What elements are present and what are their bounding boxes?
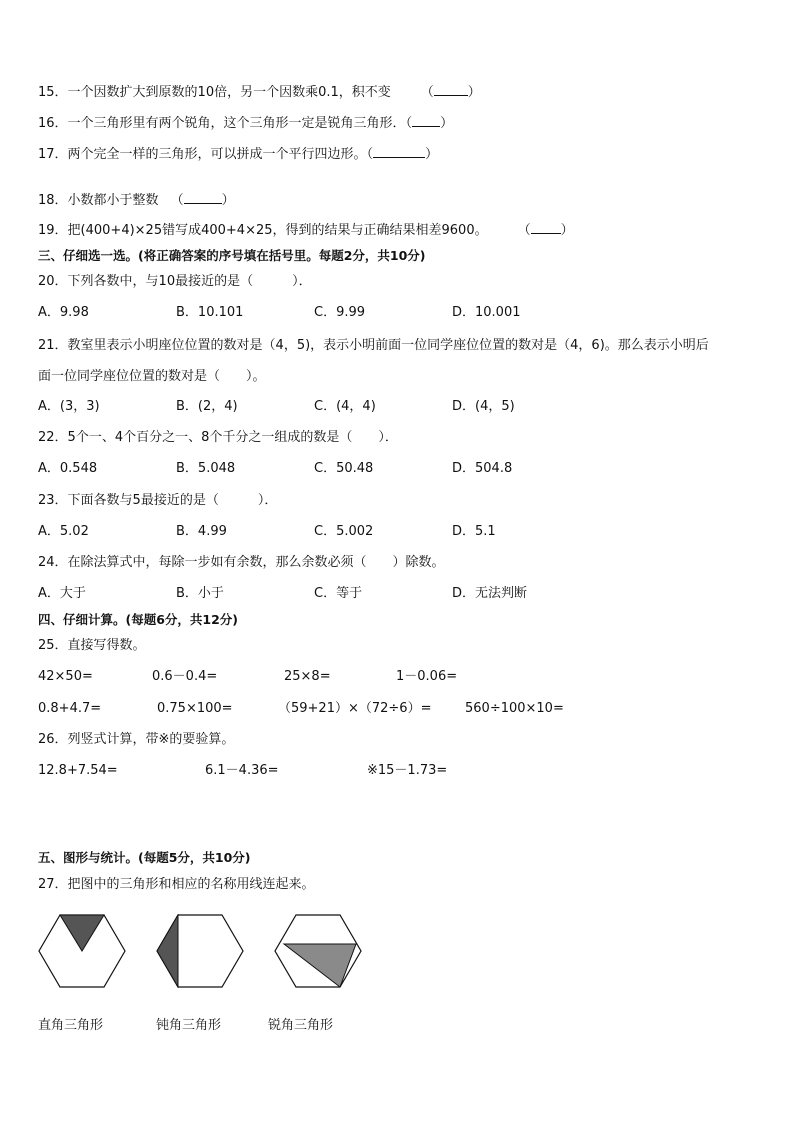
name-right-triangle[interactable]: 直角三角形 xyxy=(38,1018,104,1033)
option-d[interactable]: D．504.8 xyxy=(452,461,513,476)
option-a[interactable]: A．0.548 xyxy=(38,461,98,476)
question-23: 23．下面各数与5最接近的是（ ）． xyxy=(38,493,278,508)
name-obtuse-triangle[interactable]: 钝角三角形 xyxy=(156,1018,222,1033)
option-b[interactable]: B．(2，4) xyxy=(176,399,238,414)
question-26: 26．列竖式计算，带※的要验算。 xyxy=(38,732,235,747)
section-3-title: 三、仔细选一选。(将正确答案的序号填在括号里。每题2分，共10分) xyxy=(38,248,426,263)
option-c[interactable]: C．9.99 xyxy=(314,305,366,320)
answer-blank[interactable] xyxy=(373,145,425,158)
option-c[interactable]: C．50.48 xyxy=(314,461,374,476)
section-5-title: 五、图形与统计。(每题5分，共10分) xyxy=(38,850,251,865)
answer-blank[interactable] xyxy=(184,191,222,204)
option-c[interactable]: C．等于 xyxy=(314,586,363,601)
calc-item: 12.8+7.54= xyxy=(38,763,118,778)
option-b[interactable]: B．小于 xyxy=(176,586,224,601)
option-d[interactable]: D．无法判断 xyxy=(452,586,528,601)
name-acute-triangle[interactable]: 锐角三角形 xyxy=(268,1018,334,1033)
question-22: 22．5个一、4个百分之一、8个千分之一组成的数是（ ）． xyxy=(38,430,398,445)
hexagon-figure-2 xyxy=(156,914,244,988)
option-b[interactable]: B．4.99 xyxy=(176,524,227,539)
option-a[interactable]: A．(3，3) xyxy=(38,399,100,414)
option-c[interactable]: C．5.002 xyxy=(314,524,374,539)
option-a[interactable]: A．5.02 xyxy=(38,524,89,539)
question-24: 24．在除法算式中，每除一步如有余数，那么余数必须（ ）除数。 xyxy=(38,555,445,570)
calc-item: 560÷100×10= xyxy=(465,701,564,716)
option-d[interactable]: D．5.1 xyxy=(452,524,496,539)
option-d[interactable]: D．(4，5) xyxy=(452,399,515,414)
hexagon-figure-3 xyxy=(274,914,362,988)
question-16: 16．一个三角形里有两个锐角，这个三角形一定是锐角三角形．（ ） xyxy=(38,116,454,131)
option-a[interactable]: A．9.98 xyxy=(38,305,89,320)
calc-item: ※15－1.73= xyxy=(367,763,448,778)
question-19: 19．把(400+4)×25错写成400+4×25，得到的结果与正确结果相差9600。 （ ） xyxy=(38,223,574,238)
question-21-cont: 面一位同学座位位置的数对是（ ）。 xyxy=(38,369,266,384)
calc-item: 0.75×100= xyxy=(157,701,233,716)
calc-item: 1－0.06= xyxy=(396,669,458,684)
calc-item: 0.8+4.7= xyxy=(38,701,102,716)
option-b[interactable]: B．5.048 xyxy=(176,461,236,476)
question-20: 20．下列各数中，与10最接近的是（ ）． xyxy=(38,274,312,289)
calc-item: 0.6－0.4= xyxy=(152,669,218,684)
hexagon-figure-1 xyxy=(38,914,126,988)
question-18: 18．小数都小于整数 （ ） xyxy=(38,193,235,208)
question-21: 21．教室里表示小明座位位置的数对是（4，5)，表示小明前面一位同学座位位置的数对是（4，6)。那么表示小明后 xyxy=(38,338,709,353)
question-27: 27．把图中的三角形和相应的名称用线连起来。 xyxy=(38,877,315,892)
answer-blank[interactable] xyxy=(412,114,440,127)
answer-blank[interactable] xyxy=(531,221,561,234)
calc-item: 6.1－4.36= xyxy=(205,763,279,778)
question-15: 15．一个因数扩大到原数的10倍，另一个因数乘0.1，积不变 （ ） xyxy=(38,85,481,100)
calc-item: （59+21）×（72÷6）= xyxy=(278,701,432,716)
section-4-title: 四、仔细计算。(每题6分，共12分) xyxy=(38,612,239,627)
calc-item: 42×50= xyxy=(38,669,93,684)
option-a[interactable]: A．大于 xyxy=(38,586,86,601)
question-25: 25．直接写得数。 xyxy=(38,638,146,653)
option-d[interactable]: D．10.001 xyxy=(452,305,521,320)
option-c[interactable]: C．(4，4) xyxy=(314,399,376,414)
question-17: 17．两个完全一样的三角形，可以拼成一个平行四边形。（ ） xyxy=(38,147,439,162)
option-b[interactable]: B．10.101 xyxy=(176,305,244,320)
answer-blank[interactable] xyxy=(434,83,468,96)
calc-item: 25×8= xyxy=(284,669,331,684)
